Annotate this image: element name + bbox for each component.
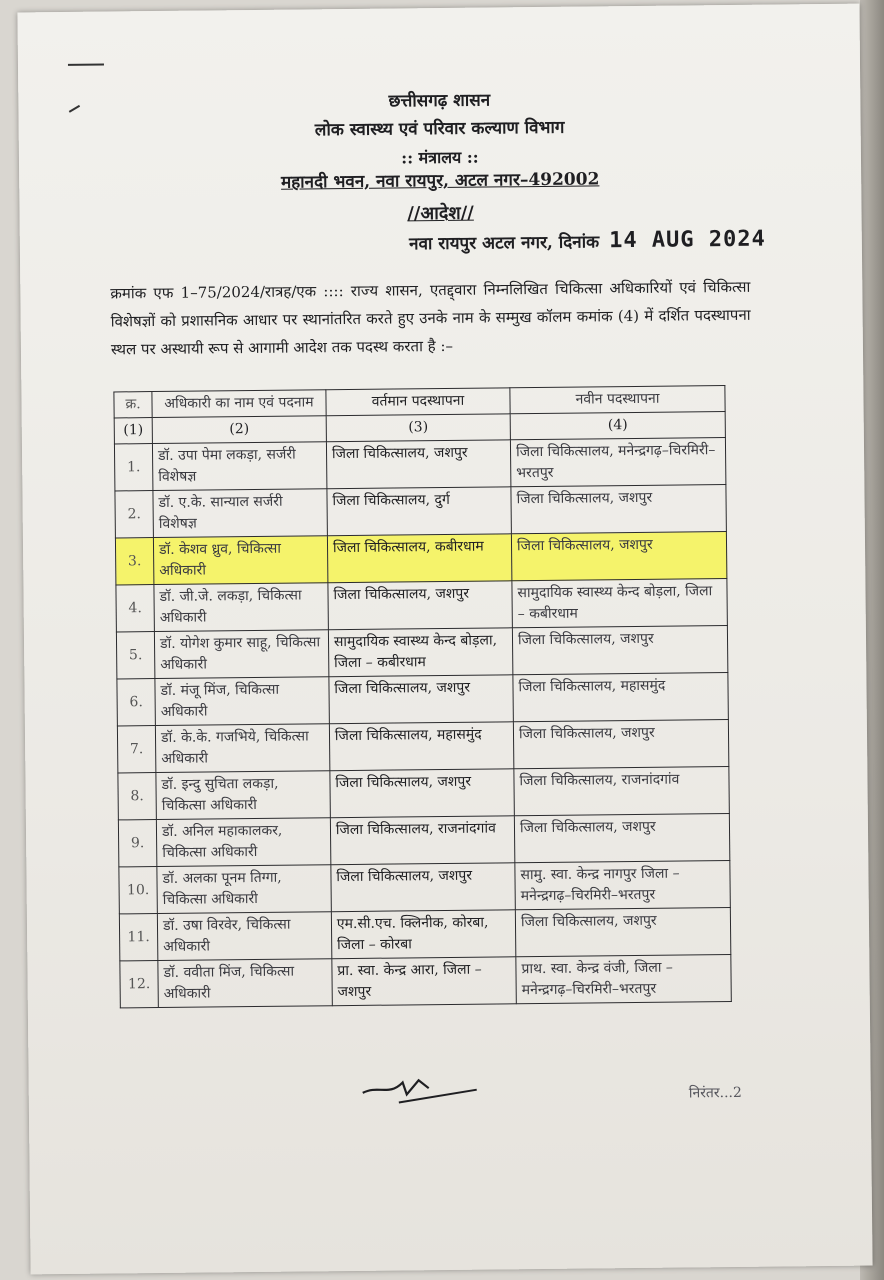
table-row xyxy=(119,908,730,961)
row-officer-name: डॉ. इन्दु सुचिता लकड़ा, चिकित्सा अधिकारी xyxy=(156,771,330,820)
row-officer-name: डॉ. केशव ध्रुव, चिकित्सा अधिकारी xyxy=(153,536,327,585)
row-serial: 11. xyxy=(119,914,158,961)
table-row xyxy=(117,673,728,726)
row-new-posting: जिला चिकित्सालय, जशपुर xyxy=(512,626,727,675)
row-serial: 9. xyxy=(118,820,157,867)
row-serial: 6. xyxy=(117,679,156,726)
row-new-posting: प्राथ. स्वा. केन्द्र वंजी, जिला – मनेन्द्रगढ़–चिरमिरी–भरतपुर xyxy=(516,955,731,1004)
table-row xyxy=(116,579,727,632)
row-current-posting: प्रा. स्वा. केन्द्र आरा, जिला – जशपुर xyxy=(332,957,517,1006)
table-row xyxy=(120,955,731,1008)
table-row xyxy=(119,861,730,914)
row-current-posting: जिला चिकित्सालय, दुर्ग xyxy=(327,487,512,536)
row-current-posting: जिला चिकित्सालय, जशपुर xyxy=(329,675,514,724)
row-serial: 7. xyxy=(117,726,156,773)
row-new-posting: सामु. स्वा. केन्द्र नागपुर जिला – मनेन्द्रगढ़–चिरमिरी–भरतपुर xyxy=(515,861,730,910)
transfer-table xyxy=(113,385,731,1008)
department-title: लोक स्वास्थ्य एवं परिवार कल्याण विभाग xyxy=(314,117,565,141)
dateline-place: नवा रायपुर अटल नगर, दिनांक xyxy=(408,232,600,255)
table-row xyxy=(116,626,727,679)
table-row xyxy=(118,814,729,867)
row-serial: 2. xyxy=(115,491,154,538)
row-new-posting: जिला चिकित्सालय, जशपुर xyxy=(513,720,728,769)
row-new-posting: सामुदायिक स्वास्थ्य केन्द बोड़ला, जिला – कबीरधाम xyxy=(512,579,727,628)
row-current-posting: जिला चिकित्सालय, राजनांदगांव xyxy=(330,816,515,865)
government-title: छत्तीसगढ़ शासन xyxy=(388,90,491,112)
row-new-posting: जिला चिकित्सालय, मनेन्द्रगढ़–चिरमिरी–भरतपुर xyxy=(510,438,725,487)
signature xyxy=(359,1070,479,1111)
row-current-posting: सामुदायिक स्वास्थ्य केन्द बोड़ला, जिला – कबीरधाम xyxy=(328,628,513,677)
header-name: अधिकारी का नाम एवं पदनाम xyxy=(152,390,326,418)
table-row xyxy=(114,438,725,491)
row-serial: 3. xyxy=(115,538,154,585)
row-officer-name: डॉ. अलका पूनम तिग्गा, चिकित्सा अधिकारी xyxy=(157,865,331,914)
row-current-posting: एम.सी.एच. क्लिनीक, कोरबा, जिला – कोरबा xyxy=(331,910,516,959)
table-row xyxy=(117,720,728,773)
row-officer-name: डॉ. उपा पेमा लकड़ा, सर्जरी विशेषज्ञ xyxy=(152,442,326,491)
row-current-posting: जिला चिकित्सालय, जशपुर xyxy=(328,581,513,630)
ministry-label: :: मंत्रालय :: xyxy=(401,147,479,168)
row-new-posting: जिला चिकित्सालय, राजनांदगांव xyxy=(514,767,729,816)
row-officer-name: डॉ. उषा विरवेर, चिकित्सा अधिकारी xyxy=(157,912,331,961)
row-officer-name: डॉ. अनिल महाकालकर, चिकित्सा अधिकारी xyxy=(156,818,330,867)
row-current-posting: जिला चिकित्सालय, कबीरधाम xyxy=(327,534,512,583)
column-number: (2) xyxy=(152,416,326,444)
table-row xyxy=(115,485,726,538)
table-row xyxy=(118,767,729,820)
continued-note: निरंतर...2 xyxy=(688,1084,742,1102)
row-current-posting: जिला चिकित्सालय, जशपुर xyxy=(331,863,516,912)
row-current-posting: जिला चिकित्सालय, जशपुर xyxy=(330,769,515,818)
row-serial: 5. xyxy=(116,632,155,679)
date-stamp: 14 AUG 2024 xyxy=(609,226,766,254)
row-current-posting: जिला चिकित्सालय, जशपुर xyxy=(326,440,511,489)
row-serial: 8. xyxy=(118,773,157,820)
row-officer-name: डॉ. योगेश कुमार साहू, चिकित्सा अधिकारी xyxy=(154,630,328,679)
row-current-posting: जिला चिकित्सालय, महासमुंद xyxy=(329,722,514,771)
column-number: (4) xyxy=(510,412,725,440)
column-number: (3) xyxy=(326,414,510,442)
table-row-highlighted xyxy=(115,532,726,585)
row-serial: 12. xyxy=(120,961,159,1008)
row-officer-name: डॉ. जी.जे. लकड़ा, चिकित्सा अधिकारी xyxy=(154,583,328,632)
dateline xyxy=(409,227,766,256)
row-officer-name: डॉ. के.के. गजभिये, चिकित्सा अधिकारी xyxy=(155,724,329,773)
margin-mark xyxy=(68,64,104,66)
header-current-posting: वर्तमान पदस्थापना xyxy=(326,388,510,416)
row-new-posting: जिला चिकित्सालय, जशपुर xyxy=(511,485,726,534)
header-serial: क्र. xyxy=(114,392,152,418)
address-line: महानदी भवन, नवा रायपुर, अटल नगर–492002 xyxy=(280,169,600,193)
row-officer-name: डॉ. ए.के. सान्याल सर्जरी विशेषज्ञ xyxy=(153,489,327,538)
row-new-posting: जिला चिकित्सालय, जशपुर xyxy=(511,532,726,581)
document-page xyxy=(17,4,872,1275)
row-officer-name: डॉ. मंजू मिंज, चिकित्सा अधिकारी xyxy=(155,677,329,726)
row-new-posting: जिला चिकित्सालय, महासमुंद xyxy=(513,673,728,722)
row-new-posting: जिला चिकित्सालय, जशपुर xyxy=(515,908,730,957)
row-serial: 10. xyxy=(119,867,158,914)
header-new-posting: नवीन पदस्थापना xyxy=(510,386,725,414)
order-title: //आदेश// xyxy=(407,202,474,225)
row-serial: 4. xyxy=(116,585,155,632)
signature-scribble-icon xyxy=(359,1070,479,1107)
row-serial: 1. xyxy=(114,444,153,491)
row-new-posting: जिला चिकित्सालय, जशपुर xyxy=(514,814,729,863)
order-intro-paragraph: क्रमांक एफ 1–75/2024/रात्रह/एक :::: राज्य शासन, एतद्द्वारा निम्नलिखित चिकित्सा अधिकारियों एवं चिकित्सा विशेषज्ञों को प्रशासनिक आधार पर स्थानांतरित करते हुए उनके नाम के सम्मुख कॉलम कमांक (4) में दर्शित पदस्थापना स्थल पर अस्थायी रूप से आगामी आदेश तक पदस्थ करता है :– xyxy=(110,277,751,359)
row-officer-name: डॉ. ववीता मिंज, चिकित्सा अधिकारी xyxy=(158,959,332,1008)
column-number: (1) xyxy=(114,418,152,444)
